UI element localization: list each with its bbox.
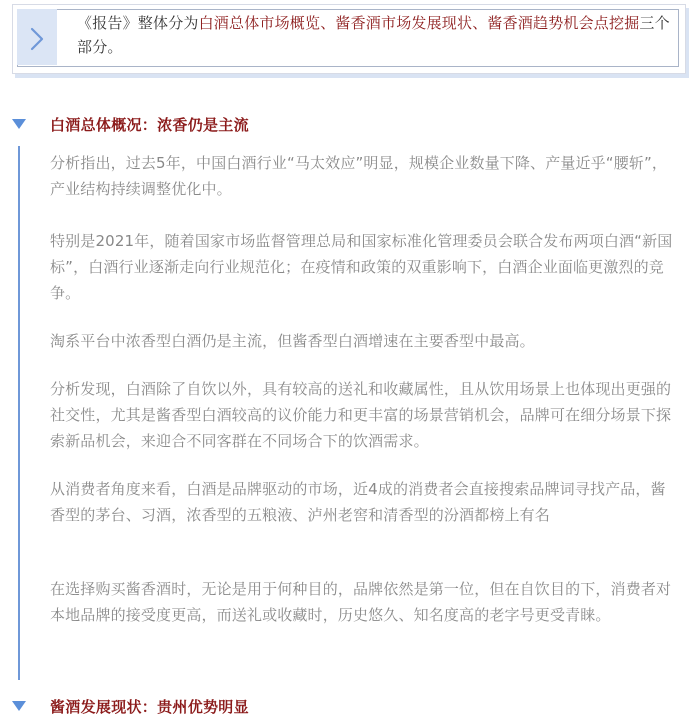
- triangle-down-icon: [12, 119, 26, 129]
- section-heading-1: [12, 112, 249, 136]
- summary-box: [12, 4, 686, 74]
- summary-highlight: 白酒总体市场概览、酱香酒市场发展现状、酱香酒趋势机会点挖掘: [198, 14, 640, 32]
- paragraph-2: 特别是2021年，随着国家市场监督管理总局和国家标准化管理委员会联合发布两项白酒“新国标”，白酒行业逐渐走向行业规范化；在疫情和政策的双重影响下，白酒企业面临更激烈的竞争。: [50, 232, 673, 302]
- triangle-down-icon: [12, 701, 26, 711]
- paragraph-3: 淘系平台中浓香型白酒仍是主流，但酱香型白酒增速在主要香型中最高。: [50, 332, 535, 350]
- summary-arrow-panel: [17, 9, 57, 65]
- paragraph-6: 在选择购买酱香酒时，无论是用于何种目的，品牌依然是第一位，但在自饮目的下，消费者对本地品牌的接受度更高，而送礼或收藏时，历史悠久、知名度高的老字号更受青睐。: [50, 580, 672, 624]
- paragraph-5: 从消费者角度来看，白酒是品牌驱动的市场，近4成的消费者会直接搜索品牌词寻找产品，酱香型的茅台、习酒，浓香型的五粮液、泸州老窖和清香型的汾酒都榜上有名: [50, 480, 666, 524]
- section-body-1: [18, 146, 686, 680]
- summary-text-part-1: 《报告》整体分为: [77, 14, 199, 32]
- summary-text: [77, 11, 671, 59]
- section-title-2: 酱酒发展现状：贵州优势明显: [50, 697, 249, 716]
- section-title-1: 白酒总体概况：浓香仍是主流: [50, 115, 249, 134]
- paragraph-1: 分析指出，过去5年，中国白酒行业“马太效应”明显，规模企业数量下降、产量近乎“腰斩”，产业结构持续调整优化中。: [50, 154, 668, 198]
- paragraph-4: 分析发现，白酒除了自饮以外，具有较高的送礼和收藏属性，且从饮用场景上也体现出更强的社交性，尤其是酱香型白酒较高的议价能力和更丰富的场景营销机会，品牌可在细分场景下探索新品机会，来迎合不同客群在不同场合下的饮酒需求。: [50, 380, 672, 450]
- summary-text-part-2: 三个部分。: [77, 14, 670, 56]
- chevron-right-icon: [23, 25, 51, 53]
- section-heading-2: [12, 694, 249, 718]
- section-rule: [18, 146, 20, 680]
